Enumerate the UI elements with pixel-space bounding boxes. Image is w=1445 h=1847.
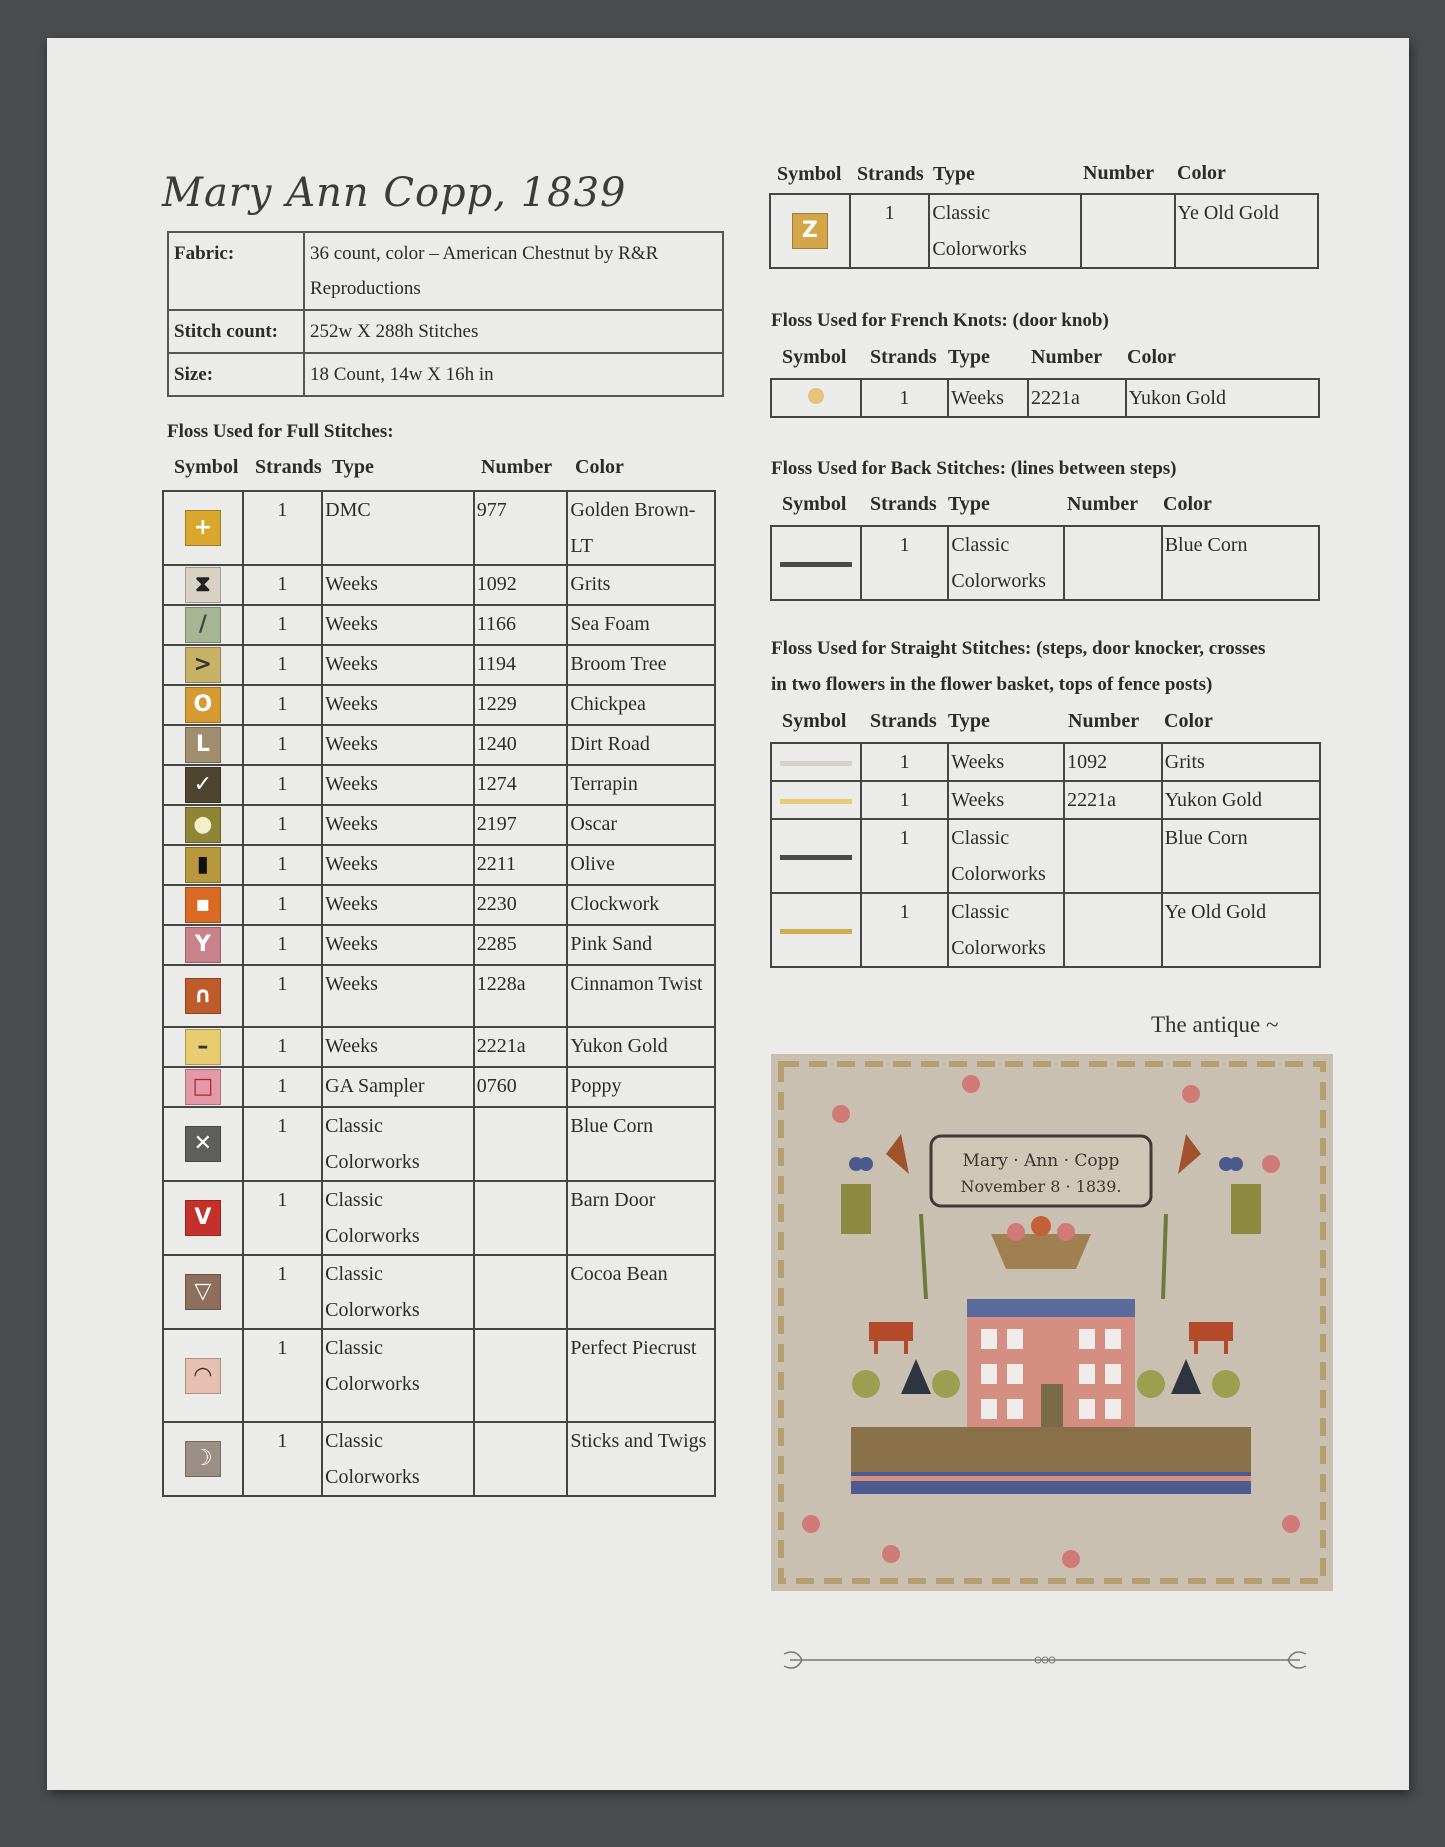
fk-col-header-number: Number <box>1031 346 1103 368</box>
floss-row <box>163 1107 715 1181</box>
floss-row <box>163 885 715 925</box>
floss-type-cell: Weeks <box>322 885 474 925</box>
floss-strands-cell: 1 <box>861 781 948 819</box>
floss-symbol-cell <box>163 725 243 765</box>
fabric-info-value: 36 count, color – American Chestnut by R&R Reproductions <box>304 232 723 310</box>
floss-color-cell: Broom Tree <box>567 645 715 685</box>
bs-col-header-number: Number <box>1067 493 1139 515</box>
antique-label: The antique ~ <box>1151 1012 1279 1037</box>
floss-number-cell: 977 <box>474 491 568 565</box>
floss-row <box>163 765 715 805</box>
floss-type-cell: Weeks <box>322 565 474 605</box>
floss-number-cell: 1228a <box>474 965 568 1027</box>
floss-color-cell: Poppy <box>567 1067 715 1107</box>
floss-row <box>163 491 715 565</box>
floss-type-cell: Weeks <box>322 925 474 965</box>
floss-row <box>770 194 1318 268</box>
floss-symbol-cell <box>163 845 243 885</box>
floss-strands-cell: 1 <box>243 765 322 805</box>
sampler-text-line2: November 8 · 1839. <box>960 1177 1122 1196</box>
floss-symbol-icon: / <box>185 607 221 643</box>
floss-color-cell: Barn Door <box>567 1181 715 1255</box>
fabric-info-label: Stitch count: <box>168 310 304 353</box>
floss-number-cell: 2211 <box>474 845 568 885</box>
floss-number-cell <box>1064 526 1161 600</box>
straight-stitches-heading-line1: Floss Used for Straight Stitches: (steps, door knocker, crosses <box>771 638 1266 659</box>
floss-symbol-icon: ▽ <box>185 1274 221 1310</box>
floss-symbol-cell <box>771 526 861 600</box>
floss-strands-cell: 1 <box>243 725 322 765</box>
floss-strands-cell: 1 <box>861 819 948 893</box>
floss-color-cell: Terrapin <box>567 765 715 805</box>
ye-old-gold-table <box>769 193 1319 269</box>
floss-symbol-cell <box>163 605 243 645</box>
floss-symbol-icon: ✕ <box>185 1126 221 1162</box>
floss-row <box>163 1255 715 1329</box>
floss-symbol-icon: ● <box>185 807 221 843</box>
floss-symbol-icon: □ <box>185 1069 221 1105</box>
ss-col-header-color: Color <box>1164 710 1213 732</box>
floss-symbol-icon: ▮ <box>185 847 221 883</box>
floss-symbol-cell <box>163 565 243 605</box>
floss-symbol-cell <box>163 1027 243 1067</box>
floss-symbol-cell <box>163 925 243 965</box>
floss-type-cell: Classic Colorworks <box>322 1422 474 1496</box>
floss-symbol-cell <box>163 1067 243 1107</box>
floss-symbol-cell <box>163 1255 243 1329</box>
floss-strands-cell: 1 <box>861 526 949 600</box>
floss-type-cell: DMC <box>322 491 474 565</box>
floss-symbol-icon: ∩ <box>185 978 221 1014</box>
floss-color-cell: Perfect Piecrust <box>567 1329 715 1422</box>
floss-type-cell: Classic Colorworks <box>322 1255 474 1329</box>
floss-color-cell: Sticks and Twigs <box>567 1422 715 1496</box>
floss-type-cell: Weeks <box>322 605 474 645</box>
floss-strands-cell: 1 <box>243 645 322 685</box>
floss-symbol-icon: ⧗ <box>185 567 221 603</box>
floss-row <box>771 819 1320 893</box>
bs-col-header-strands: Strands <box>870 493 937 515</box>
col-header-type: Type <box>332 456 374 478</box>
floss-row <box>163 1067 715 1107</box>
sampler-text-line1: Mary · Ann · Copp <box>962 1151 1120 1171</box>
floss-row <box>163 965 715 1027</box>
stitch-line-icon <box>780 799 852 804</box>
floss-color-cell: Yukon Gold <box>1126 379 1319 417</box>
page-title: Mary Ann Copp, 1839 <box>162 170 627 216</box>
floss-row <box>771 781 1320 819</box>
floss-symbol-cell <box>163 685 243 725</box>
floss-type-cell: Weeks <box>322 645 474 685</box>
floss-strands-cell: 1 <box>243 845 322 885</box>
floss-row <box>163 1422 715 1496</box>
fabric-info-table <box>167 231 724 397</box>
floss-number-cell: 1092 <box>474 565 568 605</box>
top-col-header-symbol: Symbol <box>777 163 842 185</box>
floss-symbol-icon: ◠ <box>185 1358 221 1394</box>
floss-type-cell: Weeks <box>322 725 474 765</box>
floss-number-cell <box>1064 819 1162 893</box>
floss-symbol-cell <box>771 379 861 417</box>
stitch-line-icon <box>780 562 852 567</box>
floss-color-cell: Cocoa Bean <box>567 1255 715 1329</box>
floss-strands-cell: 1 <box>243 1329 322 1422</box>
floss-row <box>163 725 715 765</box>
fk-col-header-strands: Strands <box>870 346 937 368</box>
floss-color-cell: Cinnamon Twist <box>567 965 715 1027</box>
floss-row <box>163 605 715 645</box>
floss-number-cell: 1166 <box>474 605 568 645</box>
floss-strands-cell: 1 <box>243 491 322 565</box>
floss-strands-cell: 1 <box>243 1181 322 1255</box>
floss-symbol-cell <box>771 893 861 967</box>
floss-symbol-cell <box>771 819 861 893</box>
bs-col-header-color: Color <box>1163 493 1212 515</box>
floss-number-cell <box>474 1107 568 1181</box>
floss-symbol-icon: – <box>185 1029 221 1065</box>
floss-color-cell: Chickpea <box>567 685 715 725</box>
top-col-header-color: Color <box>1177 162 1226 184</box>
floss-row <box>771 526 1319 600</box>
floss-row <box>163 645 715 685</box>
floss-strands-cell: 1 <box>243 965 322 1027</box>
floss-symbol-icon: > <box>185 647 221 683</box>
floss-type-cell: Weeks <box>948 781 1064 819</box>
floss-symbol-icon: V <box>185 1200 221 1236</box>
floss-symbol-icon: Y <box>185 927 221 963</box>
floss-symbol-icon: O <box>185 687 221 723</box>
col-header-strands: Strands <box>255 456 322 478</box>
floss-number-cell: 2230 <box>474 885 568 925</box>
floss-color-cell: Ye Old Gold <box>1162 893 1320 967</box>
floss-color-cell: Blue Corn <box>1162 819 1320 893</box>
floss-number-cell: 0760 <box>474 1067 568 1107</box>
floss-row <box>163 565 715 605</box>
floss-type-cell: Weeks <box>322 805 474 845</box>
floss-strands-cell: 1 <box>243 685 322 725</box>
floss-row <box>163 925 715 965</box>
floss-color-cell: Olive <box>567 845 715 885</box>
floss-strands-cell: 1 <box>243 885 322 925</box>
floss-type-cell: Weeks <box>322 1027 474 1067</box>
ss-col-header-type: Type <box>948 710 990 732</box>
stitch-line-icon <box>780 929 852 934</box>
floss-symbol-cell <box>771 781 861 819</box>
floss-color-cell: Blue Corn <box>567 1107 715 1181</box>
french-knots-heading: Floss Used for French Knots: (door knob) <box>771 310 1109 331</box>
floss-symbol-cell <box>163 1181 243 1255</box>
floss-number-cell <box>474 1329 568 1422</box>
fabric-info-label: Size: <box>168 353 304 396</box>
floss-type-cell: Classic Colorworks <box>948 526 1064 600</box>
floss-symbol-cell <box>163 1422 243 1496</box>
floss-number-cell <box>1081 194 1174 268</box>
floss-type-cell: Classic Colorworks <box>929 194 1081 268</box>
floss-number-cell: 1274 <box>474 765 568 805</box>
floss-number-cell: 1229 <box>474 685 568 725</box>
floss-number-cell: 2221a <box>474 1027 568 1067</box>
col-header-color: Color <box>575 456 624 478</box>
floss-type-cell: Classic Colorworks <box>322 1181 474 1255</box>
floss-row <box>163 805 715 845</box>
floss-color-cell: Sea Foam <box>567 605 715 645</box>
floss-color-cell: Yukon Gold <box>567 1027 715 1067</box>
col-header-number: Number <box>481 456 553 478</box>
floss-row <box>163 685 715 725</box>
floss-type-cell: Weeks <box>322 765 474 805</box>
floss-row <box>163 845 715 885</box>
floss-symbol-cell <box>163 765 243 805</box>
floss-symbol-cell <box>771 743 861 781</box>
floss-strands-cell: 1 <box>243 1027 322 1067</box>
floss-row <box>163 1027 715 1067</box>
floss-number-cell <box>474 1255 568 1329</box>
floss-number-cell: 2221a <box>1064 781 1162 819</box>
fabric-info-row <box>168 310 723 353</box>
floss-row <box>771 893 1320 967</box>
back-stitches-table <box>770 525 1320 601</box>
ss-col-header-strands: Strands <box>870 710 937 732</box>
floss-number-cell: 1240 <box>474 725 568 765</box>
floss-symbol-cell <box>163 885 243 925</box>
floss-symbol-cell <box>163 645 243 685</box>
fabric-info-row <box>168 232 723 310</box>
bs-col-header-type: Type <box>948 493 990 515</box>
floss-symbol-cell <box>163 1107 243 1181</box>
floss-symbol-icon: Z <box>792 213 828 249</box>
floss-strands-cell: 1 <box>243 1107 322 1181</box>
floss-type-cell: Weeks <box>948 743 1064 781</box>
floss-type-cell: Classic Colorworks <box>948 819 1064 893</box>
document-page <box>47 38 1409 1790</box>
floss-type-cell: Weeks <box>948 379 1028 417</box>
floss-number-cell: 1194 <box>474 645 568 685</box>
floss-number-cell: 2197 <box>474 805 568 845</box>
bs-col-header-symbol: Symbol <box>782 493 847 515</box>
ss-col-header-number: Number <box>1068 710 1140 732</box>
floss-number-cell: 2221a <box>1028 379 1126 417</box>
floss-number-cell <box>474 1181 568 1255</box>
floss-type-cell: Classic Colorworks <box>948 893 1064 967</box>
floss-symbol-cell <box>163 491 243 565</box>
floss-strands-cell: 1 <box>861 379 949 417</box>
french-knot-dot-icon <box>808 388 824 404</box>
back-stitches-heading: Floss Used for Back Stitches: (lines between steps) <box>771 458 1177 479</box>
fabric-info-label: Fabric: <box>168 232 304 310</box>
top-col-header-strands: Strands <box>857 163 924 185</box>
full-stitches-table <box>162 490 716 1497</box>
floss-number-cell <box>474 1422 568 1496</box>
floss-symbol-icon: ☽ <box>185 1441 221 1477</box>
floss-type-cell: GA Sampler <box>322 1067 474 1107</box>
floss-type-cell: Weeks <box>322 845 474 885</box>
floss-strands-cell: 1 <box>243 1067 322 1107</box>
floss-strands-cell: 1 <box>861 743 948 781</box>
col-header-symbol: Symbol <box>174 456 239 478</box>
floss-color-cell: Blue Corn <box>1162 526 1319 600</box>
floss-color-cell: Yukon Gold <box>1162 781 1320 819</box>
floss-row <box>771 743 1320 781</box>
fk-col-header-type: Type <box>948 346 990 368</box>
floss-color-cell: Golden Brown-LT <box>567 491 715 565</box>
floss-symbol-icon: L <box>185 727 221 763</box>
floss-number-cell <box>1064 893 1162 967</box>
floss-strands-cell: 1 <box>243 1422 322 1496</box>
floss-strands-cell: 1 <box>243 1255 322 1329</box>
french-knots-table <box>770 378 1320 418</box>
floss-strands-cell: 1 <box>243 925 322 965</box>
ss-col-header-symbol: Symbol <box>782 710 847 732</box>
stitch-line-icon <box>780 761 852 766</box>
straight-stitches-heading-line2: in two flowers in the flower basket, tops of fence posts) <box>771 674 1213 695</box>
floss-color-cell: Oscar <box>567 805 715 845</box>
floss-symbol-cell <box>770 194 850 268</box>
antique-sampler-photo <box>771 1054 1333 1591</box>
floss-row <box>771 379 1319 417</box>
floss-type-cell: Classic Colorworks <box>322 1329 474 1422</box>
floss-row <box>163 1181 715 1255</box>
floss-type-cell: Weeks <box>322 965 474 1027</box>
floss-color-cell: Clockwork <box>567 885 715 925</box>
floss-row <box>163 1329 715 1422</box>
floss-color-cell: Pink Sand <box>567 925 715 965</box>
fabric-info-value: 18 Count, 14w X 16h in <box>304 353 723 396</box>
floss-symbol-cell <box>163 1329 243 1422</box>
floss-color-cell: Dirt Road <box>567 725 715 765</box>
floss-symbol-cell <box>163 965 243 1027</box>
straight-stitches-table <box>770 742 1321 968</box>
fk-col-header-color: Color <box>1127 346 1176 368</box>
floss-color-cell: Grits <box>567 565 715 605</box>
floss-symbol-icon: ▪ <box>185 887 221 923</box>
floss-strands-cell: 1 <box>243 565 322 605</box>
fk-col-header-symbol: Symbol <box>782 346 847 368</box>
floss-number-cell: 1092 <box>1064 743 1162 781</box>
floss-symbol-cell <box>163 805 243 845</box>
floss-strands-cell: 1 <box>861 893 948 967</box>
floss-number-cell: 2285 <box>474 925 568 965</box>
floss-strands-cell: 1 <box>243 805 322 845</box>
top-col-header-number: Number <box>1083 162 1155 184</box>
fabric-info-value: 252w X 288h Stitches <box>304 310 723 353</box>
decorative-divider <box>780 1646 1310 1674</box>
floss-color-cell: Ye Old Gold <box>1175 194 1318 268</box>
stitch-line-icon <box>780 855 852 860</box>
full-stitches-heading: Floss Used for Full Stitches: <box>167 421 394 442</box>
floss-strands-cell: 1 <box>243 605 322 645</box>
floss-type-cell: Classic Colorworks <box>322 1107 474 1181</box>
floss-symbol-icon: ✓ <box>185 767 221 803</box>
floss-color-cell: Grits <box>1162 743 1320 781</box>
floss-type-cell: Weeks <box>322 685 474 725</box>
floss-strands-cell: 1 <box>850 194 930 268</box>
floss-symbol-icon: + <box>185 510 221 546</box>
top-col-header-type: Type <box>933 163 975 185</box>
fabric-info-row <box>168 353 723 396</box>
